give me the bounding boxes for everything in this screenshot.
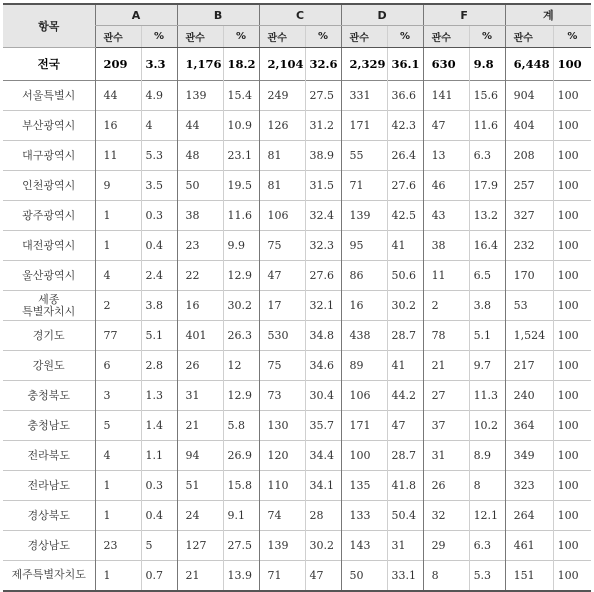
count-cell: 16: [341, 291, 387, 321]
count-cell: 38: [423, 231, 469, 261]
count-cell: 438: [341, 321, 387, 351]
region-name-cell: 서울특별시: [22, 88, 76, 102]
count-cell: 4: [95, 261, 141, 291]
table-row: [3, 321, 591, 351]
percent-cell: 100: [553, 261, 591, 291]
total-row: [3, 48, 591, 81]
count-cell: 143: [341, 531, 387, 561]
count-header: 관수: [505, 26, 553, 48]
percent-cell: 100: [553, 141, 591, 171]
count-cell: 139: [259, 531, 305, 561]
percent-cell: 5.8: [223, 411, 259, 441]
percent-cell: 34.6: [305, 351, 341, 381]
percent-cell: 5: [141, 531, 177, 561]
percent-cell: 100: [553, 561, 591, 591]
percent-cell: 100: [553, 441, 591, 471]
count-cell: 171: [341, 111, 387, 141]
percent-cell: 30.2: [387, 291, 423, 321]
count-cell: 139: [341, 201, 387, 231]
percent-cell: 5.3: [141, 141, 177, 171]
region-name-cell: 인천광역시: [22, 178, 76, 192]
pct-header: %: [141, 26, 177, 48]
percent-cell: 10.2: [469, 411, 505, 441]
count-header: 관수: [423, 26, 469, 48]
count-cell: 1: [95, 201, 141, 231]
percent-cell: 100: [553, 381, 591, 411]
count-cell: 6,448: [505, 48, 553, 81]
count-cell: 37: [423, 411, 469, 441]
percent-cell: 27.5: [305, 81, 341, 111]
count-cell: 110: [259, 471, 305, 501]
count-cell: 401: [177, 321, 223, 351]
count-cell: 32: [423, 501, 469, 531]
region-name-cell: 전라북도: [27, 448, 70, 462]
count-cell: 21: [423, 351, 469, 381]
count-cell: 126: [259, 111, 305, 141]
percent-cell: 11.3: [469, 381, 505, 411]
count-cell: 46: [423, 171, 469, 201]
count-cell: 47: [423, 111, 469, 141]
count-cell: 100: [341, 441, 387, 471]
group-header-f: F: [423, 4, 505, 26]
percent-cell: 12: [223, 351, 259, 381]
region-name-cell: 강원도: [32, 358, 65, 372]
count-cell: 141: [423, 81, 469, 111]
count-cell: 27: [423, 381, 469, 411]
percent-cell: 50.4: [387, 501, 423, 531]
percent-cell: 41: [387, 231, 423, 261]
percent-cell: 1.3: [141, 381, 177, 411]
count-cell: 170: [505, 261, 553, 291]
region-name-cell: 울산광역시: [22, 268, 76, 282]
count-cell: 1: [95, 471, 141, 501]
percent-cell: 100: [553, 411, 591, 441]
percent-cell: 47: [305, 561, 341, 591]
percent-cell: 0.7: [141, 561, 177, 591]
percent-cell: 1.4: [141, 411, 177, 441]
count-cell: 208: [505, 141, 553, 171]
table-row: [3, 201, 591, 231]
item-header: 항목: [3, 4, 95, 48]
percent-cell: 41.8: [387, 471, 423, 501]
count-cell: 1: [95, 561, 141, 591]
percent-cell: 31: [387, 531, 423, 561]
count-cell: 217: [505, 351, 553, 381]
count-cell: 232: [505, 231, 553, 261]
count-header: 관수: [341, 26, 387, 48]
count-cell: 151: [505, 561, 553, 591]
region-name-cell: 충청북도: [27, 388, 70, 402]
table-body: [3, 48, 591, 591]
count-cell: 78: [423, 321, 469, 351]
percent-cell: 28: [305, 501, 341, 531]
count-cell: 81: [259, 171, 305, 201]
percent-cell: 0.4: [141, 501, 177, 531]
region-name-cell: 충청남도: [27, 418, 70, 432]
percent-cell: 34.4: [305, 441, 341, 471]
count-cell: 331: [341, 81, 387, 111]
percent-cell: 32.1: [305, 291, 341, 321]
count-header: 관수: [177, 26, 223, 48]
count-cell: 23: [95, 531, 141, 561]
percent-cell: 100: [553, 231, 591, 261]
count-cell: 51: [177, 471, 223, 501]
region-name-cell: 세종 특별자치시: [22, 292, 76, 318]
count-cell: 26: [177, 351, 223, 381]
percent-cell: 6.5: [469, 261, 505, 291]
count-cell: 73: [259, 381, 305, 411]
table-row: [3, 411, 591, 441]
count-cell: 71: [259, 561, 305, 591]
count-cell: 106: [341, 381, 387, 411]
count-cell: 530: [259, 321, 305, 351]
count-cell: 2,329: [341, 48, 387, 81]
count-cell: 26: [423, 471, 469, 501]
percent-cell: 9.1: [223, 501, 259, 531]
percent-cell: 100: [553, 48, 591, 81]
percent-cell: 2.4: [141, 261, 177, 291]
table-row: [3, 351, 591, 381]
count-cell: 364: [505, 411, 553, 441]
count-cell: 4: [95, 441, 141, 471]
percent-cell: 3.8: [141, 291, 177, 321]
count-cell: 89: [341, 351, 387, 381]
region-name-cell: 경기도: [32, 328, 65, 342]
count-cell: 3: [95, 381, 141, 411]
region-name-cell: 대전광역시: [22, 238, 76, 252]
percent-cell: 26.9: [223, 441, 259, 471]
group-header-d: D: [341, 4, 423, 26]
count-cell: 5: [95, 411, 141, 441]
table-row: [3, 381, 591, 411]
count-cell: 71: [341, 171, 387, 201]
count-cell: 461: [505, 531, 553, 561]
count-cell: 44: [95, 81, 141, 111]
count-cell: 130: [259, 411, 305, 441]
percent-cell: 26.3: [223, 321, 259, 351]
percent-cell: 50.6: [387, 261, 423, 291]
count-cell: 29: [423, 531, 469, 561]
count-cell: 21: [177, 411, 223, 441]
percent-cell: 100: [553, 351, 591, 381]
group-header-a: A: [95, 4, 177, 26]
count-cell: 55: [341, 141, 387, 171]
group-header-total: 계: [505, 4, 591, 26]
percent-cell: 9.8: [469, 48, 505, 81]
percent-cell: 47: [387, 411, 423, 441]
percent-cell: 18.2: [223, 48, 259, 81]
count-cell: 9: [95, 171, 141, 201]
percent-cell: 42.5: [387, 201, 423, 231]
percent-cell: 36.1: [387, 48, 423, 81]
count-cell: 257: [505, 171, 553, 201]
percent-cell: 32.6: [305, 48, 341, 81]
percent-cell: 15.6: [469, 81, 505, 111]
percent-cell: 100: [553, 291, 591, 321]
percent-cell: 30.2: [223, 291, 259, 321]
percent-cell: 34.1: [305, 471, 341, 501]
region-name-cell: 제주특별자치도: [11, 568, 86, 582]
percent-cell: 35.7: [305, 411, 341, 441]
count-cell: 53: [505, 291, 553, 321]
percent-cell: 11.6: [469, 111, 505, 141]
percent-cell: 26.4: [387, 141, 423, 171]
percent-cell: 11.6: [223, 201, 259, 231]
count-cell: 240: [505, 381, 553, 411]
count-cell: 2: [423, 291, 469, 321]
count-cell: 249: [259, 81, 305, 111]
region-name-cell: 대구광역시: [22, 148, 76, 162]
percent-cell: 10.9: [223, 111, 259, 141]
table-row: [3, 291, 591, 321]
percent-cell: 36.6: [387, 81, 423, 111]
count-cell: 22: [177, 261, 223, 291]
count-cell: 8: [423, 561, 469, 591]
count-cell: 50: [341, 561, 387, 591]
count-cell: 120: [259, 441, 305, 471]
table-row: [3, 441, 591, 471]
percent-cell: 0.3: [141, 201, 177, 231]
pct-header: %: [223, 26, 259, 48]
count-cell: 47: [259, 261, 305, 291]
count-header: 관수: [95, 26, 141, 48]
percent-cell: 31.5: [305, 171, 341, 201]
count-header: 관수: [259, 26, 305, 48]
count-cell: 48: [177, 141, 223, 171]
count-cell: 50: [177, 171, 223, 201]
count-cell: 349: [505, 441, 553, 471]
count-cell: 171: [341, 411, 387, 441]
percent-cell: 34.8: [305, 321, 341, 351]
table-row: [3, 141, 591, 171]
count-cell: 38: [177, 201, 223, 231]
table-row: [3, 81, 591, 111]
count-cell: 16: [95, 111, 141, 141]
count-cell: 16: [177, 291, 223, 321]
percent-cell: 8: [469, 471, 505, 501]
count-cell: 74: [259, 501, 305, 531]
percent-cell: 8.9: [469, 441, 505, 471]
pct-header: %: [305, 26, 341, 48]
count-cell: 630: [423, 48, 469, 81]
count-cell: 17: [259, 291, 305, 321]
percent-cell: 100: [553, 501, 591, 531]
percent-cell: 30.4: [305, 381, 341, 411]
percent-cell: 32.4: [305, 201, 341, 231]
pct-header: %: [387, 26, 423, 48]
percent-cell: 0.4: [141, 231, 177, 261]
percent-cell: 6.3: [469, 141, 505, 171]
percent-cell: 15.8: [223, 471, 259, 501]
table-row: [3, 531, 591, 561]
count-cell: 2,104: [259, 48, 305, 81]
table-row: [3, 471, 591, 501]
count-cell: 24: [177, 501, 223, 531]
percent-cell: 4: [141, 111, 177, 141]
percent-cell: 13.9: [223, 561, 259, 591]
percent-cell: 27.5: [223, 531, 259, 561]
percent-cell: 3.8: [469, 291, 505, 321]
count-cell: 139: [177, 81, 223, 111]
count-cell: 1: [95, 231, 141, 261]
count-cell: 11: [423, 261, 469, 291]
percent-cell: 100: [553, 201, 591, 231]
percent-cell: 19.5: [223, 171, 259, 201]
count-cell: 133: [341, 501, 387, 531]
percent-cell: 31.2: [305, 111, 341, 141]
percent-cell: 28.7: [387, 321, 423, 351]
percent-cell: 100: [553, 531, 591, 561]
percent-cell: 3.3: [141, 48, 177, 81]
percent-cell: 100: [553, 321, 591, 351]
percent-cell: 27.6: [387, 171, 423, 201]
count-cell: 77: [95, 321, 141, 351]
percent-cell: 12.9: [223, 261, 259, 291]
group-header-b: B: [177, 4, 259, 26]
percent-cell: 33.1: [387, 561, 423, 591]
percent-cell: 9.9: [223, 231, 259, 261]
region-name-cell: 전국: [37, 57, 60, 71]
percent-cell: 4.9: [141, 81, 177, 111]
count-cell: 21: [177, 561, 223, 591]
percent-cell: 42.3: [387, 111, 423, 141]
count-cell: 86: [341, 261, 387, 291]
count-cell: 31: [177, 381, 223, 411]
region-grade-table: [3, 3, 591, 592]
region-grade-table-container: [3, 3, 591, 592]
percent-cell: 100: [553, 171, 591, 201]
percent-cell: 27.6: [305, 261, 341, 291]
count-cell: 44: [177, 111, 223, 141]
count-cell: 404: [505, 111, 553, 141]
count-cell: 904: [505, 81, 553, 111]
count-cell: 1,176: [177, 48, 223, 81]
percent-cell: 12.9: [223, 381, 259, 411]
table-row: [3, 231, 591, 261]
count-cell: 323: [505, 471, 553, 501]
percent-cell: 38.9: [305, 141, 341, 171]
percent-cell: 28.7: [387, 441, 423, 471]
region-name-cell: 부산광역시: [22, 118, 76, 132]
percent-cell: 1.1: [141, 441, 177, 471]
percent-cell: 5.1: [469, 321, 505, 351]
count-cell: 1,524: [505, 321, 553, 351]
count-cell: 43: [423, 201, 469, 231]
count-cell: 127: [177, 531, 223, 561]
count-cell: 75: [259, 231, 305, 261]
percent-cell: 41: [387, 351, 423, 381]
region-name-cell: 전라남도: [27, 478, 70, 492]
percent-cell: 9.7: [469, 351, 505, 381]
percent-cell: 32.3: [305, 231, 341, 261]
percent-cell: 5.1: [141, 321, 177, 351]
percent-cell: 17.9: [469, 171, 505, 201]
percent-cell: 3.5: [141, 171, 177, 201]
count-cell: 264: [505, 501, 553, 531]
count-cell: 135: [341, 471, 387, 501]
percent-cell: 5.3: [469, 561, 505, 591]
table-header: [3, 4, 591, 48]
percent-cell: 13.2: [469, 201, 505, 231]
percent-cell: 23.1: [223, 141, 259, 171]
region-name-cell: 경상남도: [27, 538, 70, 552]
percent-cell: 100: [553, 471, 591, 501]
percent-cell: 15.4: [223, 81, 259, 111]
count-cell: 327: [505, 201, 553, 231]
pct-header: %: [469, 26, 505, 48]
region-name-cell: 경상북도: [27, 508, 70, 522]
percent-cell: 6.3: [469, 531, 505, 561]
count-cell: 13: [423, 141, 469, 171]
percent-cell: 16.4: [469, 231, 505, 261]
count-cell: 94: [177, 441, 223, 471]
count-cell: 2: [95, 291, 141, 321]
count-cell: 106: [259, 201, 305, 231]
percent-cell: 12.1: [469, 501, 505, 531]
count-cell: 23: [177, 231, 223, 261]
percent-cell: 100: [553, 111, 591, 141]
percent-cell: 2.8: [141, 351, 177, 381]
table-row: [3, 111, 591, 141]
count-cell: 6: [95, 351, 141, 381]
pct-header: %: [553, 26, 591, 48]
percent-cell: 44.2: [387, 381, 423, 411]
count-cell: 1: [95, 501, 141, 531]
count-cell: 209: [95, 48, 141, 81]
count-cell: 11: [95, 141, 141, 171]
table-row: [3, 501, 591, 531]
percent-cell: 30.2: [305, 531, 341, 561]
count-cell: 31: [423, 441, 469, 471]
table-row: [3, 561, 591, 591]
count-cell: 75: [259, 351, 305, 381]
table-row: [3, 171, 591, 201]
percent-cell: 100: [553, 81, 591, 111]
table-row: [3, 261, 591, 291]
region-name-cell: 광주광역시: [22, 208, 76, 222]
percent-cell: 0.3: [141, 471, 177, 501]
group-header-c: C: [259, 4, 341, 26]
count-cell: 81: [259, 141, 305, 171]
count-cell: 95: [341, 231, 387, 261]
